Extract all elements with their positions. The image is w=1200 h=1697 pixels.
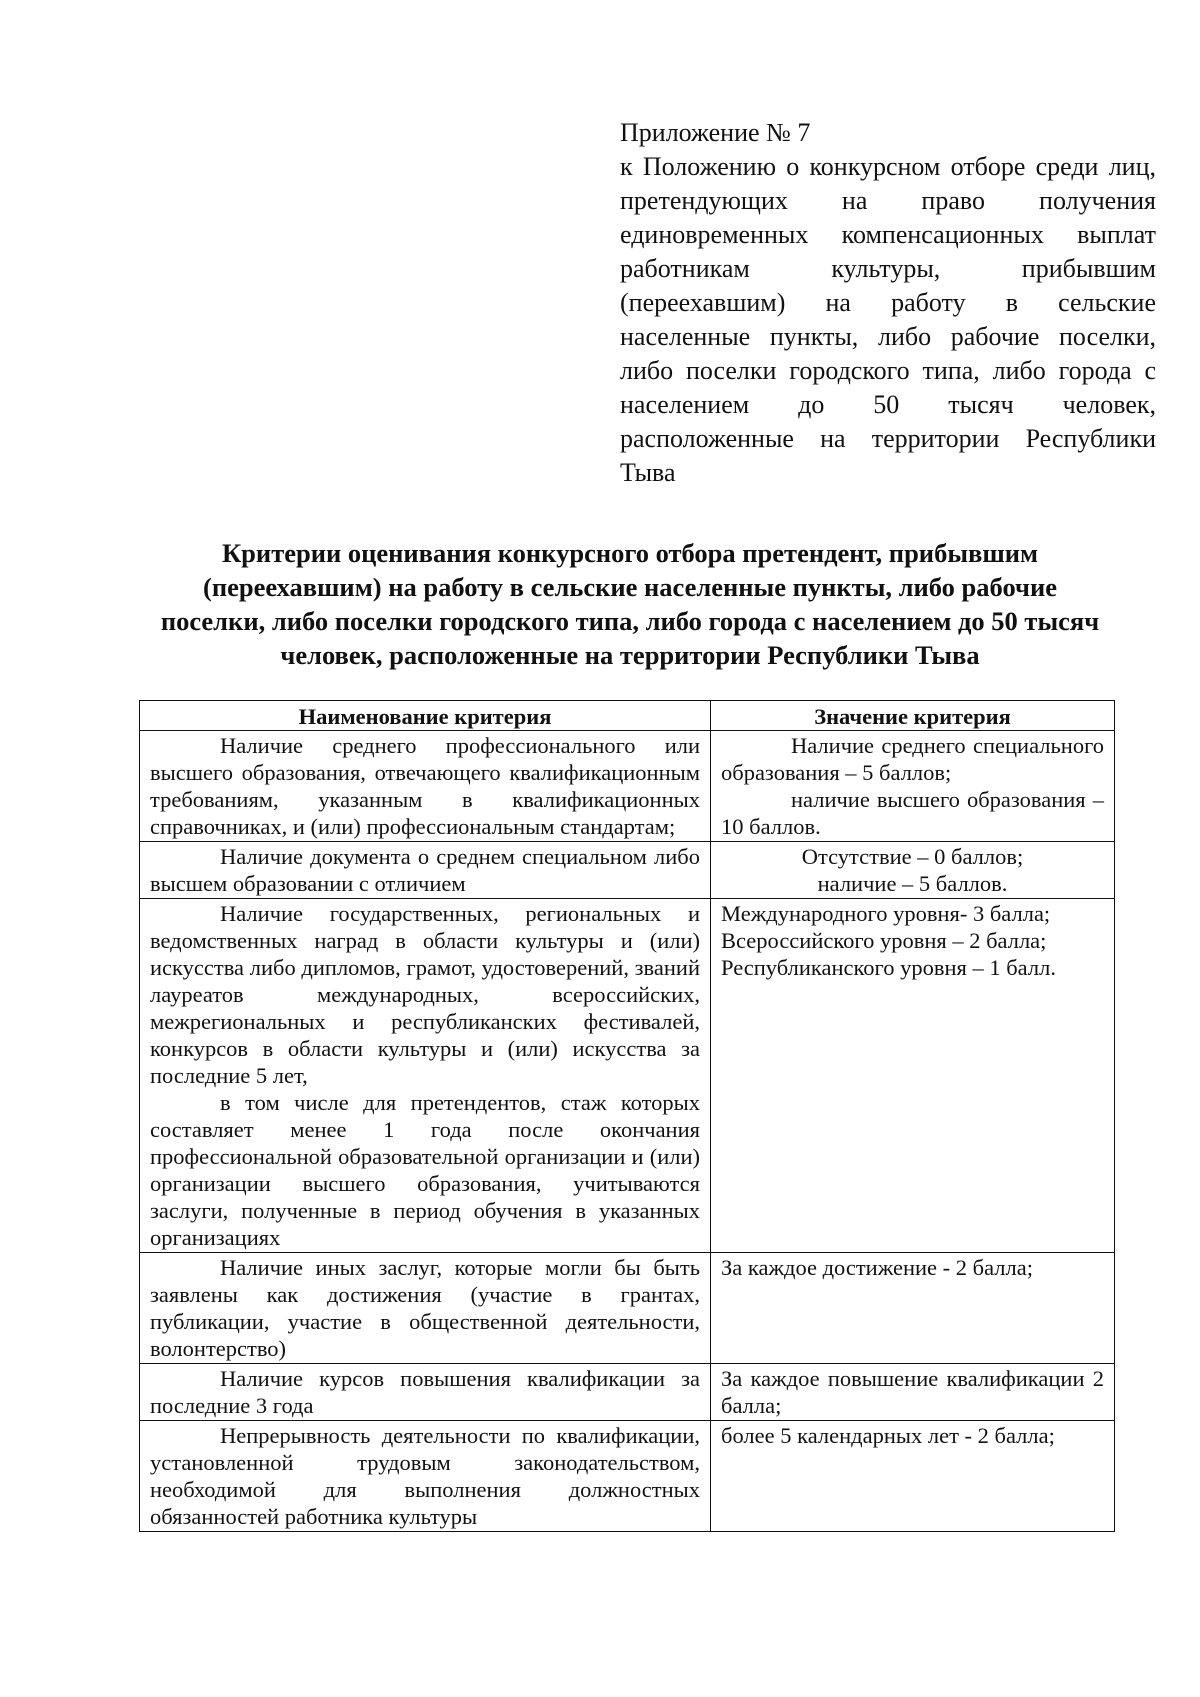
value-text: Международного уровня- 3 балла; xyxy=(721,901,1051,926)
value-text: За каждое повышение квалификации 2 балла; xyxy=(721,1366,1104,1418)
value-text: наличие – 5 баллов. xyxy=(817,871,1008,896)
column-header-criterion: Наименование критерия xyxy=(140,701,711,731)
table-row xyxy=(140,1364,1115,1421)
column-header-value: Значение критерия xyxy=(711,701,1115,731)
criterion-text: в том числе для претендентов, стаж которых составляет менее 1 года после окончания профессиональной образовательной организации и (или) организации высшего образования, учитываются заслуги, полученные в период обучения в указанных организациях xyxy=(150,1090,700,1250)
appendix-block xyxy=(620,116,1156,490)
value-text: Республиканского уровня – 1 балл. xyxy=(721,955,1056,980)
value-cell xyxy=(711,842,1115,899)
table-row xyxy=(140,1421,1115,1532)
criterion-cell xyxy=(140,1364,711,1421)
criterion-text: Наличие среднего профессионального или высшего образования, отвечающего квалификационным требованиям, указанным в квалификационных справочниках, и (или) профессиональным стандартам; xyxy=(150,733,700,839)
table-header-row xyxy=(140,701,1115,731)
criterion-text: Наличие документа о среднем специальном либо высшем образовании с отличием xyxy=(150,844,700,896)
document-heading xyxy=(120,536,1140,672)
value-cell xyxy=(711,899,1115,1253)
table-row xyxy=(140,1253,1115,1364)
criterion-text: Наличие государственных, региональных и ведомственных наград в области культуры и (или) искусства либо дипломов, грамот, удостоверений, званий лауреатов международных, всероссийских, межрегиональных и республиканских фестивалей, конкурсов в области культуры и (или) искусства за последние 5 лет, xyxy=(150,901,700,1088)
value-text: Отсутствие – 0 баллов; xyxy=(801,844,1024,869)
value-cell xyxy=(711,731,1115,842)
criterion-cell xyxy=(140,1253,711,1364)
value-text: Наличие среднего специального образования – 5 баллов; xyxy=(721,733,1104,785)
criterion-cell xyxy=(140,899,711,1253)
value-cell xyxy=(711,1364,1115,1421)
heading-line: Критерии оценивания конкурсного отбора претендент, прибывшим xyxy=(221,538,1039,568)
appendix-text: к Положению о конкурсном отборе среди лиц, претендующих на право получения единовременных компенсационных выплат работникам культуры, прибывшим (переехавшим) на работу в сельские населенные пункты, либо рабочие поселки, либо поселки городского типа, либо города с населением до 50 тысяч человек, расположенные на территории Республики Тыва xyxy=(620,152,1156,487)
heading-line: поселки, либо поселки городского типа, либо города с населением до 50 тысяч xyxy=(160,606,1100,636)
criterion-text: Наличие иных заслуг, которые могли бы быть заявлены как достижения (участие в грантах, публикации, участие в общественной деятельности, волонтерство) xyxy=(150,1255,700,1361)
criterion-cell xyxy=(140,731,711,842)
table-row xyxy=(140,842,1115,899)
table-row xyxy=(140,731,1115,842)
value-cell xyxy=(711,1253,1115,1364)
table-row xyxy=(140,899,1115,1253)
value-text: За каждое достижение - 2 балла; xyxy=(721,1255,1033,1280)
heading-line: человек, расположенные на территории Республики Тыва xyxy=(280,640,980,670)
criterion-text: Наличие курсов повышения квалификации за последние 3 года xyxy=(150,1366,700,1418)
value-cell xyxy=(711,1421,1115,1532)
heading-line: (переехавшим) на работу в сельские населенные пункты, либо рабочие xyxy=(203,572,1057,602)
criterion-cell xyxy=(140,842,711,899)
criterion-cell xyxy=(140,1421,711,1532)
value-text: более 5 календарных лет - 2 балла; xyxy=(721,1423,1055,1448)
criterion-text: Непрерывность деятельности по квалификации, установленной трудовым законодательством, необходимой для выполнения должностных обязанностей работника культуры xyxy=(150,1423,700,1529)
value-text: Всероссийского уровня – 2 балла; xyxy=(721,928,1047,953)
value-text: наличие высшего образования – 10 баллов. xyxy=(721,787,1104,839)
criteria-table xyxy=(139,700,1115,1532)
appendix-title: Приложение № 7 xyxy=(620,118,811,147)
